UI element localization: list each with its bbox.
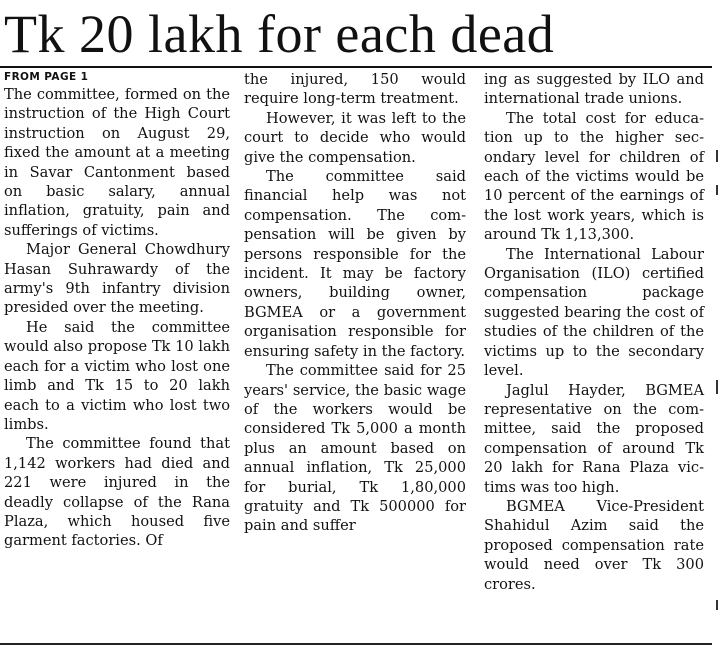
paragraph: The International Labour Organisation (ILO) certified compensation package suggested bearing the cost of studies of the children of the victims up to the secondary level.	[484, 245, 704, 380]
paragraph: However, it was left to the court to decide who would give the compensation.	[244, 109, 466, 166]
headline-rule	[0, 66, 712, 68]
paragraph: The committee said financial help was not compensation. The compensation will be given by persons responsible for the incident. It may be factory owners, building owner, BGMEA or a government organisation responsible for ensuring safety in the factory.	[244, 168, 466, 360]
paragraph: Major General Chowdhury Hasan Suhrawardy of the army's 9th infantry division presided over the meeting.	[4, 241, 230, 317]
article-column-2	[244, 70, 466, 536]
article-column-3	[484, 70, 704, 594]
clipping-edge-mark	[716, 380, 718, 394]
paragraph: the injured, 150 would require long-term treatment.	[244, 71, 466, 108]
paragraph: ing as suggested by ILO and international trade unions.	[484, 71, 704, 108]
paragraph: The committee said for 25 years' service, the basic wage of the workers would be considered Tk 5,000 a month plus an amount based on annual inflation, Tk 25,000 for burial, Tk 1,80,000 gratuity and Tk 500000 for pain and suffer	[244, 362, 466, 535]
continued-from-label: FROM PAGE 1	[4, 71, 89, 83]
paragraph: He said the committee would also propose Tk 10 lakh each for a victim who lost one limb and Tk 15 to 20 lakh each to a victim who lost two limbs.	[4, 318, 230, 433]
paragraph: The committee, formed on the instruction of the High Court instruction on August 29, fixed the amount at a meeting in Savar Cantonment based on basic salary, annual inflation, gratuity, pain and sufferings of victims.	[4, 86, 230, 239]
headline: Tk 20 lakh for each dead	[4, 4, 555, 64]
clipping-edge-mark	[716, 600, 718, 610]
bottom-rule	[0, 643, 712, 645]
clipping-edge-mark	[716, 150, 718, 162]
article-column-1	[4, 70, 230, 551]
paragraph: BGMEA Vice-President Shahidul Azim said the proposed compensation rate would need over Tk 300 crores.	[484, 497, 704, 593]
paragraph: The total cost for education up to the higher secondary level for children of each of the victims would be 10 percent of the earnings of the lost work years, which is around Tk 1,13,300.	[484, 109, 704, 244]
paragraph: The committee found that 1,142 workers had died and 221 were injured in the deadly collapse of the Rana Plaza, which housed five garment factories. Of	[4, 435, 230, 550]
clipping-edge-mark	[716, 185, 718, 195]
paragraph: Jaglul Hayder, BGMEA representative on the committee, said the proposed compensation of around Tk 20 lakh for Rana Plaza victims was too high.	[484, 381, 704, 496]
